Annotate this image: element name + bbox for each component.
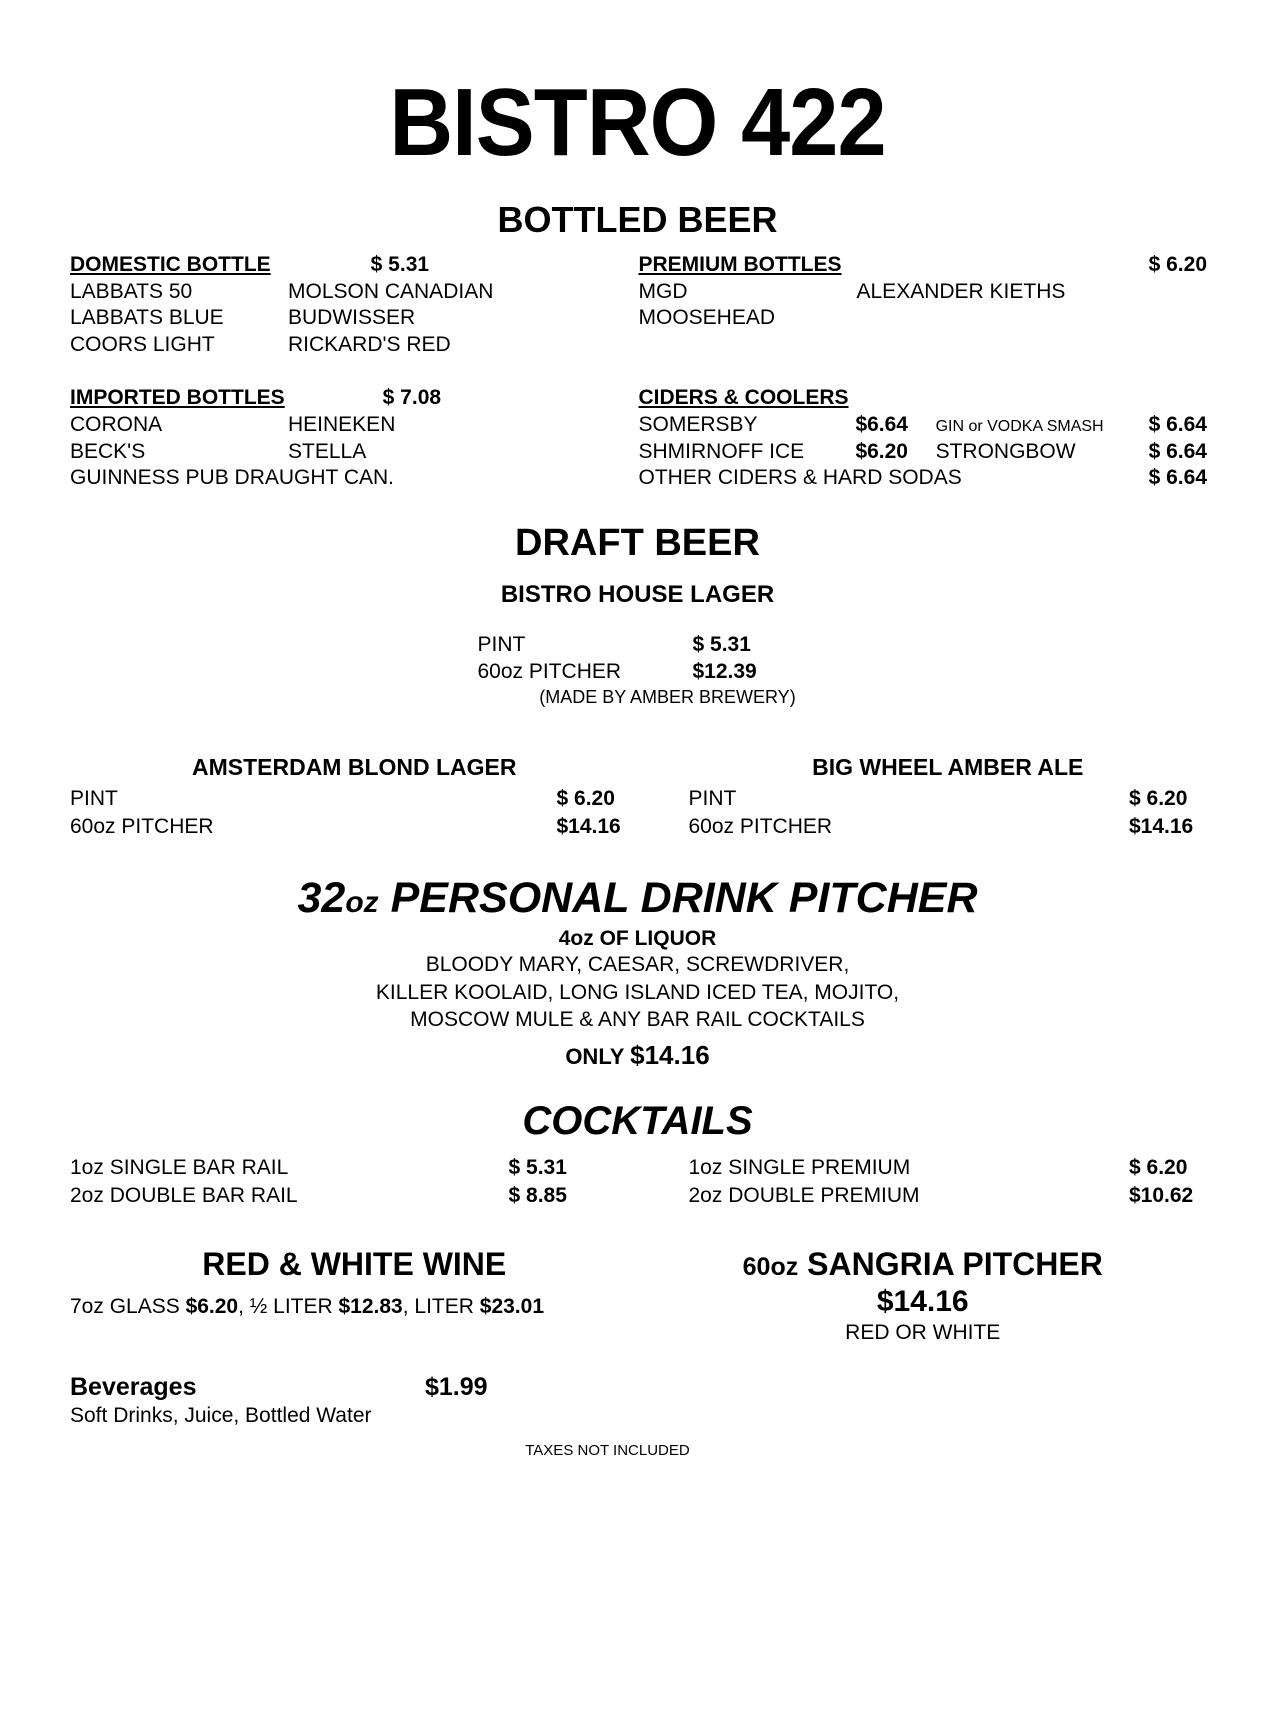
domestic-bottle-header <box>70 253 627 277</box>
serving-price: $ 6.20 <box>556 787 615 811</box>
serving-label: PINT <box>70 787 118 811</box>
cocktails-section <box>0 1154 1275 1209</box>
beer-name: RICKARD'S RED <box>288 332 451 356</box>
beer-name: BECK'S <box>70 439 146 463</box>
cocktails-bar-rail-group <box>70 1154 639 1209</box>
wine-pricing <box>70 1295 639 1319</box>
row-gap <box>70 358 1207 386</box>
list-item <box>639 305 1208 331</box>
beer-name: LABBATS 50 <box>70 280 193 303</box>
serving-label: 60oz PITCHER <box>477 660 622 684</box>
sangria-price: $14.16 <box>876 1284 969 1318</box>
cider-price: $ 6.64 <box>1148 413 1207 437</box>
beer-name: COORS LIGHT <box>70 332 215 356</box>
list-item <box>70 465 627 491</box>
list-item <box>70 332 627 358</box>
list-item <box>689 1182 1208 1210</box>
beer-name: MGD <box>638 280 688 303</box>
pitcher-only-price: $14.16 <box>630 1040 710 1071</box>
cocktail-price: $ 8.85 <box>508 1183 567 1207</box>
list-item <box>70 412 627 438</box>
serving-price: $ 5.31 <box>692 632 751 656</box>
serving-price: $14.16 <box>556 814 621 838</box>
imported-bottles-header <box>70 386 627 410</box>
cider-name: STRONGBOW <box>935 439 1076 463</box>
serving-price: $12.39 <box>692 660 757 684</box>
sangria-note: RED OR WHITE <box>845 1320 1001 1344</box>
list-item <box>639 279 1208 305</box>
cocktail-price: $ 6.20 <box>1129 1156 1188 1180</box>
sangria-title <box>639 1246 1208 1283</box>
cider-name: GIN or VODKA SMASH <box>935 418 1104 436</box>
pitcher-subtitle: 4oz OF LIQUOR <box>558 926 717 950</box>
wine-halfliter-price: $12.83 <box>338 1294 403 1318</box>
list-item <box>689 813 1208 840</box>
wine-glass-price: $6.20 <box>185 1294 239 1318</box>
pitcher-only-label: ONLY <box>565 1044 625 1070</box>
serving-label: 60oz PITCHER <box>688 814 833 838</box>
ciders-coolers-group <box>639 386 1208 491</box>
menu-page <box>0 69 1275 1725</box>
pitcher-option-line: BLOODY MARY, CAESAR, SCREWDRIVER, <box>425 952 850 976</box>
list-item <box>478 631 808 658</box>
beer-name: ALEXANDER KIETHS <box>856 280 1066 303</box>
premium-bottles-header <box>639 253 1208 277</box>
beer-name: BUDWISSER <box>288 306 416 330</box>
wine-liter-price: $23.01 <box>479 1294 544 1318</box>
list-item <box>689 785 1208 812</box>
house-lager-prices <box>468 631 808 709</box>
ciders-coolers-header <box>639 386 1208 410</box>
list-item <box>478 658 808 685</box>
cocktails-premium-group <box>639 1154 1208 1209</box>
cocktail-label: 2oz DOUBLE BAR RAIL <box>70 1183 298 1207</box>
beer-name: LABBATS BLUE <box>70 306 224 330</box>
list-item <box>639 465 1208 491</box>
list-item <box>639 412 1208 438</box>
pitcher-option-line: MOSCOW MULE & ANY BAR RAIL COCKTAILS <box>410 1008 865 1032</box>
tap-big-wheel-amber-ale <box>639 754 1208 840</box>
wine-title: RED & WHITE WINE <box>202 1245 507 1282</box>
beer-name: MOLSON CANADIAN <box>288 280 494 303</box>
ciders-coolers-label: CIDERS & COOLERS <box>638 386 849 410</box>
sangria-group <box>639 1246 1208 1345</box>
list-item <box>689 1154 1208 1182</box>
list-item <box>70 785 639 812</box>
house-lager-title: BISTRO HOUSE LAGER <box>500 580 775 608</box>
wine-group <box>70 1246 639 1345</box>
list-item <box>70 1182 639 1210</box>
page-title: BISTRO 422 <box>389 69 886 176</box>
serving-label: 60oz PITCHER <box>70 814 214 838</box>
section-heading-bottled-beer: BOTTLED BEER <box>497 199 778 240</box>
beverages-row <box>0 1373 1275 1402</box>
tap-amsterdam-blond-lager <box>70 754 639 840</box>
list-item <box>70 439 627 465</box>
premium-bottles-price: $ 6.20 <box>1148 253 1207 276</box>
list-item <box>70 305 627 331</box>
premium-bottles-group <box>639 253 1208 358</box>
personal-pitcher-title <box>0 874 1275 923</box>
beer-name: HEINEKEN <box>288 413 396 437</box>
serving-label: PINT <box>688 787 737 811</box>
cocktail-price: $ 5.31 <box>508 1156 567 1180</box>
cider-price: $ 6.64 <box>1148 466 1207 490</box>
imported-bottles-price: $ 7.08 <box>382 386 442 410</box>
bottled-row-one <box>70 253 1207 358</box>
cider-price: $6.64 <box>855 413 908 437</box>
cider-price: $6.20 <box>855 439 908 463</box>
serving-price: $ 6.20 <box>1129 787 1188 811</box>
beer-name: STELLA <box>288 439 367 463</box>
beverages-detail: Soft Drinks, Juice, Bottled Water <box>70 1403 372 1427</box>
serving-price: $14.16 <box>1129 814 1194 838</box>
list-item <box>70 279 627 305</box>
cocktail-label: 2oz DOUBLE PREMIUM <box>688 1183 920 1207</box>
wine-sangria-row <box>0 1246 1275 1345</box>
cocktail-label: 1oz SINGLE BAR RAIL <box>70 1156 289 1180</box>
domestic-bottle-group <box>70 253 639 358</box>
beverages-price: $1.99 <box>425 1372 488 1401</box>
wine-halfliter-label: , ½ LITER <box>238 1294 339 1318</box>
house-lager-note: (MADE BY AMBER BREWERY) <box>539 687 796 708</box>
bottled-row-two <box>70 386 1207 491</box>
list-item <box>639 439 1208 465</box>
sangria-size: 60oz <box>742 1252 799 1281</box>
footer-note: TAXES NOT INCLUDED <box>525 1441 690 1459</box>
cocktail-label: 1oz SINGLE PREMIUM <box>688 1156 911 1180</box>
sangria-title-text: SANGRIA PITCHER <box>807 1245 1103 1282</box>
imported-bottles-label: IMPORTED BOTTLES <box>70 386 285 410</box>
tap-title: AMSTERDAM BLOND LAGER <box>191 754 517 781</box>
premium-bottles-label: PREMIUM BOTTLES <box>638 253 842 276</box>
pitcher-title-text: PERSONAL DRINK PITCHER <box>390 873 978 922</box>
draft-taps-row <box>0 754 1275 840</box>
pitcher-price-row <box>0 1040 1275 1071</box>
serving-label: PINT <box>477 632 526 656</box>
section-heading-draft-beer: DRAFT BEER <box>515 521 760 564</box>
wine-glass-label: 7oz GLASS <box>70 1294 186 1318</box>
beer-name: GUINNESS PUB DRAUGHT CAN. <box>70 466 394 490</box>
list-item <box>70 1154 639 1182</box>
cocktail-price: $10.62 <box>1129 1183 1194 1207</box>
cider-name: OTHER CIDERS & HARD SODAS <box>638 466 962 490</box>
section-heading-cocktails: COCKTAILS <box>522 1099 753 1144</box>
cider-name: SOMERSBY <box>638 413 758 437</box>
tap-title: BIG WHEEL AMBER ALE <box>812 754 1084 781</box>
list-item <box>70 813 639 840</box>
cider-name: SHMIRNOFF ICE <box>638 439 805 463</box>
spacer-line <box>639 332 1208 358</box>
beverages-label: Beverages <box>70 1372 197 1401</box>
domestic-bottle-price: $ 5.31 <box>370 253 430 276</box>
bottled-beer-section <box>0 253 1275 492</box>
cider-price: $ 6.64 <box>1148 439 1207 463</box>
pitcher-size-unit: oz <box>345 885 379 919</box>
beer-name: MOOSEHEAD <box>638 306 776 330</box>
beer-name: CORONA <box>70 413 163 437</box>
pitcher-option-line: KILLER KOOLAID, LONG ISLAND ICED TEA, MOJITO, <box>375 980 900 1004</box>
domestic-bottle-label: DOMESTIC BOTTLE <box>70 253 271 276</box>
pitcher-size: 32 <box>297 873 346 922</box>
imported-bottles-group <box>70 386 639 491</box>
wine-liter-label: , LITER <box>402 1294 480 1318</box>
beer-name <box>857 305 1208 331</box>
